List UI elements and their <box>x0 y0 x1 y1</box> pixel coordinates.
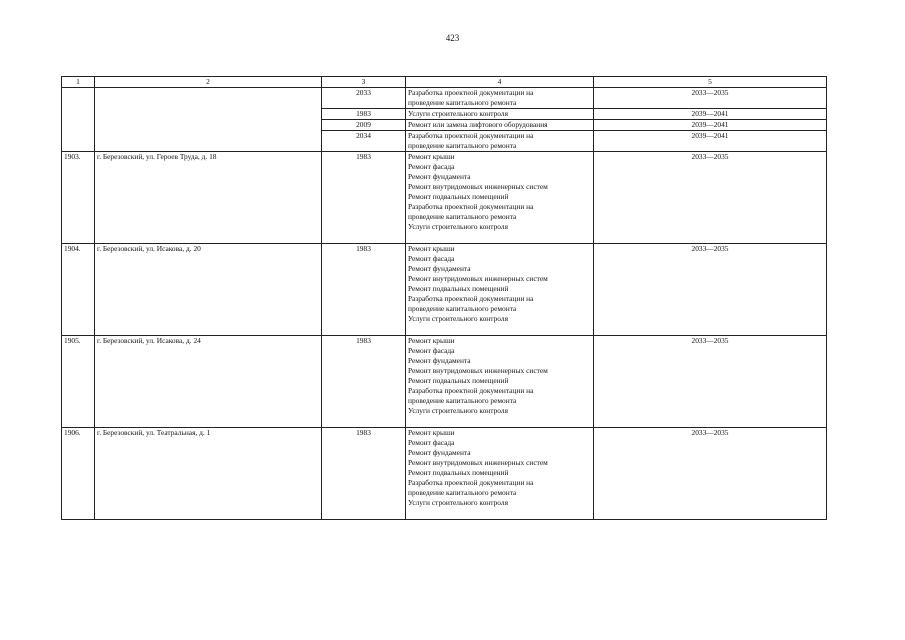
period-cell: 2039—2041 <box>594 131 827 152</box>
column-header: 4 <box>406 77 594 88</box>
work-item: Разработка проектной документации на <box>408 88 534 97</box>
work-item: Ремонт подвальных помещений <box>408 284 509 293</box>
work-item: Ремонт внутридомовых инженерных систем <box>408 182 548 191</box>
work-list <box>406 109 594 120</box>
table-row <box>62 131 827 152</box>
work-item: Ремонт внутридомовых инженерных систем <box>408 458 548 467</box>
period-cell: 2033—2035 <box>594 428 827 520</box>
column-header: 3 <box>322 77 406 88</box>
table-row <box>62 428 827 520</box>
year-cell: 1983 <box>322 428 406 520</box>
column-header-row <box>62 77 827 88</box>
work-item: Услуги строительного контроля <box>408 109 508 118</box>
work-item: Ремонт крыши <box>408 336 455 345</box>
work-item: проведение капитального ремонта <box>408 212 517 221</box>
row-number <box>62 88 95 109</box>
work-item: Разработка проектной документации на <box>408 386 534 395</box>
work-list <box>406 428 594 520</box>
address-cell: г. Березовский, ул. Героев Труда, д. 18 <box>95 152 322 244</box>
year-cell: 2009 <box>322 120 406 131</box>
table-row <box>62 152 827 244</box>
work-item: проведение капитального ремонта <box>408 396 517 405</box>
work-list <box>406 244 594 336</box>
year-cell: 2033 <box>322 88 406 109</box>
work-item: Разработка проектной документации на <box>408 202 534 211</box>
period-cell: 2033—2035 <box>594 336 827 428</box>
row-number: 1903. <box>62 152 95 244</box>
work-item: Ремонт фундамента <box>408 264 471 273</box>
work-item: Ремонт внутридомовых инженерных систем <box>408 274 548 283</box>
work-item: Ремонт фундамента <box>408 172 471 181</box>
work-item: Ремонт подвальных помещений <box>408 468 509 477</box>
work-item: Ремонт крыши <box>408 428 455 437</box>
row-number <box>62 109 95 120</box>
work-item: Услуги строительного контроля <box>408 314 508 323</box>
year-cell: 1983 <box>322 152 406 244</box>
year-cell: 1983 <box>322 244 406 336</box>
work-item: Ремонт фасада <box>408 438 455 447</box>
column-header: 1 <box>62 77 95 88</box>
work-item: Ремонт подвальных помещений <box>408 192 509 201</box>
year-cell: 1983 <box>322 336 406 428</box>
work-item: Ремонт фасада <box>408 162 455 171</box>
work-item: Ремонт фасада <box>408 346 455 355</box>
work-list <box>406 120 594 131</box>
work-item: проведение капитального ремонта <box>408 141 517 150</box>
address-cell <box>95 109 322 120</box>
period-cell: 2039—2041 <box>594 120 827 131</box>
work-item: Разработка проектной документации на <box>408 131 534 140</box>
table-row <box>62 109 827 120</box>
work-item: Ремонт внутридомовых инженерных систем <box>408 366 548 375</box>
table-row <box>62 244 827 336</box>
work-item: Услуги строительного контроля <box>408 406 508 415</box>
column-header: 5 <box>594 77 827 88</box>
work-list <box>406 131 594 152</box>
period-cell: 2039—2041 <box>594 109 827 120</box>
work-item: Ремонт или замена лифтового оборудования <box>408 120 548 129</box>
period-cell: 2033—2035 <box>594 244 827 336</box>
table-row <box>62 120 827 131</box>
work-item: проведение капитального ремонта <box>408 304 517 313</box>
work-list <box>406 152 594 244</box>
address-cell <box>95 131 322 152</box>
work-item: Ремонт фундамента <box>408 356 471 365</box>
year-cell: 2034 <box>322 131 406 152</box>
work-item: проведение капитального ремонта <box>408 488 517 497</box>
work-item: Услуги строительного контроля <box>408 498 508 507</box>
row-number: 1904. <box>62 244 95 336</box>
row-number: 1905. <box>62 336 95 428</box>
work-item: Ремонт крыши <box>408 152 455 161</box>
page-number: 423 <box>445 33 460 43</box>
address-cell <box>95 88 322 109</box>
row-number <box>62 131 95 152</box>
work-item: Разработка проектной документации на <box>408 478 534 487</box>
table-row <box>62 88 827 109</box>
work-list <box>406 88 594 109</box>
row-number: 1906. <box>62 428 95 520</box>
address-cell: г. Березовский, ул. Театральная, д. 1 <box>95 428 322 520</box>
period-cell: 2033—2035 <box>594 152 827 244</box>
table-row <box>62 336 827 428</box>
year-cell: 1983 <box>322 109 406 120</box>
work-item: Ремонт подвальных помещений <box>408 376 509 385</box>
row-number <box>62 120 95 131</box>
work-item: Услуги строительного контроля <box>408 222 508 231</box>
address-cell <box>95 120 322 131</box>
column-header: 2 <box>95 77 322 88</box>
address-cell: г. Березовский, ул. Исакова, д. 20 <box>95 244 322 336</box>
address-cell: г. Березовский, ул. Исакова, д. 24 <box>95 336 322 428</box>
period-cell: 2033—2035 <box>594 88 827 109</box>
work-item: проведение капитального ремонта <box>408 98 517 107</box>
work-item: Разработка проектной документации на <box>408 294 534 303</box>
work-item: Ремонт фундамента <box>408 448 471 457</box>
repair-schedule-table <box>61 76 827 520</box>
work-item: Ремонт фасада <box>408 254 455 263</box>
work-item: Ремонт крыши <box>408 244 455 253</box>
work-list <box>406 336 594 428</box>
